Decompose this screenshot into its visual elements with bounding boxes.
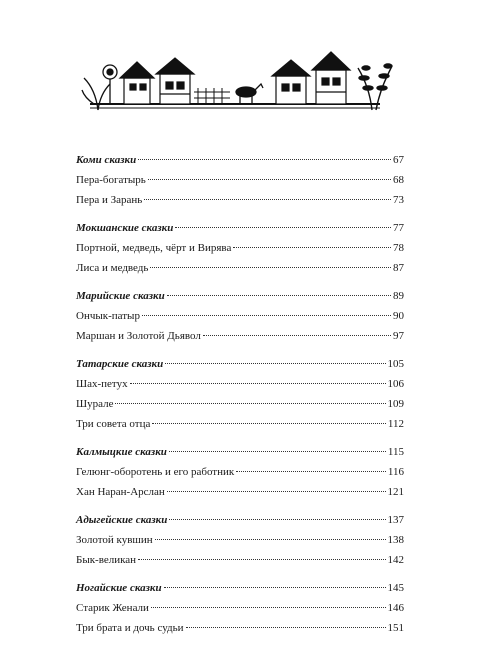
toc-entry[interactable]: Бык-великан 142: [76, 550, 404, 570]
toc-section: [76, 578, 404, 638]
section-heading[interactable]: Мокшанские сказки 77: [76, 218, 404, 238]
toc-entry[interactable]: Старик Женали 146: [76, 598, 404, 618]
leader-dots: [150, 267, 391, 268]
page-number: 142: [387, 554, 404, 566]
leader-dots: [115, 403, 385, 404]
page-number: 138: [387, 534, 404, 546]
page-number: 68: [393, 174, 404, 186]
section-heading[interactable]: Татарские сказки 105: [76, 354, 404, 374]
toc-entry[interactable]: Маршан и Золотой Дьявол 97: [76, 326, 404, 346]
leader-dots: [167, 491, 386, 492]
leader-dots: [152, 423, 386, 424]
page-number: 116: [387, 466, 404, 478]
leader-dots: [167, 295, 391, 296]
leader-dots: [169, 451, 386, 452]
leader-dots: [165, 363, 385, 364]
toc-entry[interactable]: Портной, медведь, чёрт и Вирява 78: [76, 238, 404, 258]
page-number: 90: [393, 310, 404, 322]
page-number: 115: [387, 446, 404, 458]
toc-section: [76, 442, 404, 502]
page-number: 73: [393, 194, 404, 206]
village-illustration: [80, 44, 400, 116]
leader-dots: [164, 587, 386, 588]
leader-dots: [142, 315, 391, 316]
leader-dots: [169, 519, 385, 520]
leader-dots: [155, 539, 386, 540]
page-number: 97: [393, 330, 404, 342]
toc-entry[interactable]: Ончык-патыр 90: [76, 306, 404, 326]
page-number: 121: [387, 486, 404, 498]
leader-dots: [233, 247, 391, 248]
page-number: 146: [387, 602, 404, 614]
toc-section: [76, 354, 404, 434]
toc-entry[interactable]: Пера и Зарань 73: [76, 190, 404, 210]
leader-dots: [130, 383, 386, 384]
page-number: 145: [387, 582, 404, 594]
toc-entry[interactable]: Лиса и медведь 87: [76, 258, 404, 278]
toc-entry[interactable]: Гелюнг-оборотень и его работник 116: [76, 462, 404, 482]
toc-section: [76, 510, 404, 570]
table-of-contents: [76, 150, 404, 646]
leader-dots: [144, 199, 391, 200]
section-heading[interactable]: Ногайские сказки 145: [76, 578, 404, 598]
page-number: 78: [393, 242, 404, 254]
leader-dots: [203, 335, 391, 336]
toc-section: [76, 150, 404, 210]
leader-dots: [175, 227, 391, 228]
leader-dots: [138, 559, 385, 560]
section-heading[interactable]: Марийские сказки 89: [76, 286, 404, 306]
toc-entry[interactable]: Золотой кувшин 138: [76, 530, 404, 550]
page-number: 112: [387, 418, 404, 430]
toc-entry[interactable]: Пера-богатырь 68: [76, 170, 404, 190]
page-number: 106: [387, 378, 404, 390]
leader-dots: [186, 627, 386, 628]
page-number: 109: [387, 398, 404, 410]
page-number: 151: [387, 622, 404, 634]
toc-entry[interactable]: Три совета отца 112: [76, 414, 404, 434]
page-number: 77: [393, 222, 404, 234]
page-number: 67: [393, 154, 404, 166]
leader-dots: [138, 159, 391, 160]
page-number: 105: [387, 358, 404, 370]
page-number: 89: [393, 290, 404, 302]
leader-dots: [236, 471, 386, 472]
section-heading[interactable]: Адыгейские сказки 137: [76, 510, 404, 530]
toc-entry[interactable]: Хан Наран-Арслан 121: [76, 482, 404, 502]
page-number: 137: [387, 514, 404, 526]
toc-section: [76, 218, 404, 278]
leader-dots: [148, 179, 391, 180]
section-heading[interactable]: Коми сказки 67: [76, 150, 404, 170]
toc-entry[interactable]: Шурале 109: [76, 394, 404, 414]
toc-entry[interactable]: Три брата и дочь судьи 151: [76, 618, 404, 638]
toc-section: [76, 286, 404, 346]
page-number: 87: [393, 262, 404, 274]
leader-dots: [151, 607, 386, 608]
section-heading[interactable]: Калмыцкие сказки 115: [76, 442, 404, 462]
toc-entry[interactable]: Шах-петух 106: [76, 374, 404, 394]
